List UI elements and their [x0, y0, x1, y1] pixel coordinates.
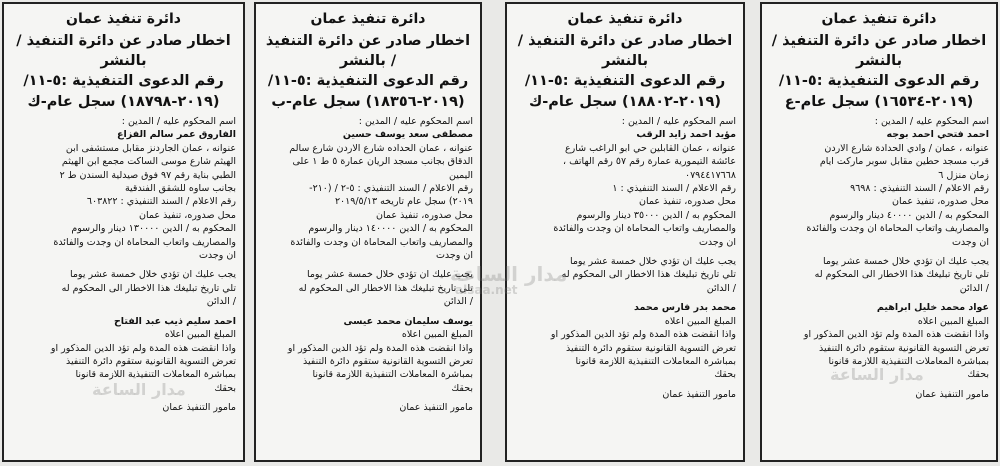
notice-card	[2, 2, 245, 462]
signature-line: مامور التنفيذ عمان	[662, 388, 736, 400]
notice-body	[514, 115, 736, 401]
department-title: دائرة تنفيذ عمان	[310, 11, 426, 27]
notice-line: بمباشرة المعاملات التنفيذية اللازمة قانونا	[575, 355, 736, 367]
notice-line: قرب مسجد حطين مقابل سوبر ماركت ايام	[819, 156, 989, 168]
watermark-url: alsaa.net	[455, 283, 518, 297]
notice-line: يجب عليك ان تؤدي خلال خمسة عشر يوما	[569, 256, 736, 268]
notice-line: احمد فتحي احمد بوجه	[886, 129, 989, 141]
notice-line: والمصاريف واتعاب المحاماة ان وجدت والفائدة	[553, 223, 736, 235]
department-title: دائرة تنفيذ عمان	[821, 11, 937, 27]
notice-line: ان وجدت	[698, 236, 736, 248]
department-title: دائرة تنفيذ عمان	[66, 11, 181, 27]
notice-line: يجب عليك ان تؤدي خلال خمسة عشر يوما	[306, 269, 473, 281]
notice-line: رقم الاعلام / السند التنفيذي : ٦٠٣٨٢٢	[86, 196, 236, 208]
department-title: دائرة تنفيذ عمان	[567, 11, 683, 27]
notice-line: واذا انقضت هذه المدة ولم تؤد الدين المذكور او	[550, 329, 736, 341]
watermark-text: مدار الساعة	[92, 380, 186, 399]
notice-line: واذا انقضت هذه المدة ولم تؤد الدين المذكور او	[803, 329, 989, 341]
notice-line: الدقاق بجانب مسجد الريان عمارة ٥ ط ١ على	[292, 156, 473, 168]
notice-line: ٢٠١٩) سجل عام تاريخه ٢٠١٩/٥/١٣	[334, 196, 473, 208]
notice-line: بحقك	[214, 382, 236, 394]
notice-line: / الدائن	[206, 296, 236, 308]
notice-line: واذا انقضت هذه المدة ولم تؤد الدين المذكور او	[50, 342, 236, 354]
notice-header	[769, 10, 989, 113]
notice-line: الهيثم شارع موسى الساكت مجمع ابن الهيثم	[61, 156, 236, 168]
notice-line: محل صدوره، تنفيذ عمان	[139, 209, 236, 221]
notice-line: عنوانه ، عمان الجاردنز مقابل مستشفى ابن	[65, 142, 236, 154]
notice-body	[11, 115, 236, 415]
notice-line: اسم المحكوم عليه / المدين :	[121, 116, 236, 127]
notice-line: يوسف سليمان محمد عيسى	[343, 315, 473, 327]
notice-line: رقم الاعلام / السند التنفيذي : ١	[612, 183, 736, 195]
notice-line: / الدائن	[443, 296, 473, 308]
notice-line: / الدائن	[706, 282, 736, 294]
notice-card	[254, 2, 482, 462]
notice-line: محل صدوره، تنفيذ عمان	[892, 196, 989, 208]
notice-line: بمباشرة المعاملات التنفيذية اللازمة قانونا	[75, 369, 236, 381]
notice-line: مصطفى سعد يوسف حسين	[342, 129, 473, 141]
notice-line: تلي تاريخ تبليغك هذا الاخطار الى المحكوم له	[814, 269, 989, 281]
notice-line: بحقك	[451, 382, 473, 394]
case-number-value: (٢٠١٩-١٨٨٠٢) سجل عام-ك	[528, 94, 721, 110]
signature-line: مامور التنفيذ عمان	[915, 388, 989, 400]
notice-line: تعرض التسوية القانونية ستقوم دائرة التنفيذ	[565, 342, 736, 354]
notice-line: اسم المحكوم عليه / المدين :	[621, 116, 736, 127]
notice-subtitle: اخطار صادر عن دائرة التنفيذ / بالنشر	[16, 33, 231, 69]
case-number-value: (٢٠١٩-١٨٣٥٦) سجل عام-ب	[271, 94, 465, 110]
notice-line: المحكوم به / الدين ١٣٠٠٠٠ دينار والرسوم	[71, 223, 236, 235]
notice-line: ان وجدت	[951, 236, 989, 248]
notice-line: المحكوم به / الدين ١٤٠٠٠٠ دينار والرسوم	[308, 223, 473, 235]
notice-line: محل صدوره، تنفيذ عمان	[376, 209, 473, 221]
notice-line: المبلغ المبين اعلاه	[917, 315, 989, 327]
watermark-text: مدار الساعة	[830, 365, 924, 384]
notice-line: محمد بدر فارس محمد	[634, 302, 736, 314]
case-number-value: (٢٠١٩-١٨٧٩٨) سجل عام-ك	[27, 94, 220, 110]
notice-line: رقم الاعلام / السند التنفيذي : ٩٦٩٨	[850, 183, 989, 195]
notice-line: المبلغ المبين اعلاه	[401, 329, 473, 341]
notice-line: اليمين	[449, 169, 473, 181]
notice-subtitle: اخطار صادر عن دائرة التنفيذ / بالنشر	[517, 33, 733, 69]
watermark-text: مدار الساعة	[450, 262, 568, 286]
notice-line: يجب عليك ان تؤدي خلال خمسة عشر يوما	[69, 269, 236, 281]
signature-line: مامور التنفيذ عمان	[399, 402, 473, 414]
notice-line: والمصاريف واتعاب المحاماة ان وجدت والفائدة	[290, 236, 473, 248]
notice-line: بحقك	[967, 369, 989, 381]
notice-line: واذا انقضت هذه المدة ولم تؤد الدين المذكور او	[287, 342, 473, 354]
notice-line: الفاروق عمر سالم الفزاع	[116, 129, 236, 141]
notice-line: المحكوم به / الدين ٣٥٠٠٠ دينار والرسوم	[576, 209, 736, 221]
notice-line: / الدائن	[959, 282, 989, 294]
notice-line: زمان منزل ٦	[938, 169, 989, 181]
notice-line: والمصاريف واتعاب المحاماة ان وجدت والفائدة	[806, 223, 989, 235]
notice-body	[263, 115, 473, 415]
notice-card	[760, 2, 998, 462]
notice-line: عنوانه ، عمان / وادي الحدادة شارع الاردن	[824, 142, 989, 154]
notice-line: اسم المحكوم عليه / المدين :	[874, 116, 989, 127]
signature-line: مامور التنفيذ عمان	[162, 402, 236, 414]
notice-line: تعرض التسوية القانونية ستقوم دائرة التنفيذ	[302, 355, 473, 367]
notice-line: ٠٧٩٤٤١٧٦٦٨	[684, 169, 736, 181]
notice-line: مؤيد احمد زايد الرقب	[636, 129, 736, 141]
notice-line: محل صدوره، تنفيذ عمان	[639, 196, 736, 208]
notice-line: عواد محمد خليل ابراهيم	[876, 302, 989, 314]
notice-line: ان وجدت	[435, 250, 473, 262]
notice-line: تعرض التسوية القانونية ستقوم دائرة التنفيذ	[818, 342, 989, 354]
notice-line: بجانب ساوه للشقق الفندقية	[124, 183, 236, 195]
notice-header	[514, 10, 736, 113]
notice-line: يجب عليك ان تؤدي خلال خمسة عشر يوما	[822, 256, 989, 268]
notice-line: بمباشرة المعاملات التنفيذية اللازمة قانونا	[828, 355, 989, 367]
notice-line: عائشة التيمورية عمارة رقم ٥٧ رقم الهاتف ،	[562, 156, 736, 168]
notice-line: احمد سليم ذيب عبد الفتاح	[113, 315, 236, 327]
case-number-label: رقم الدعوى التنفيذية :٥-١١/	[778, 73, 980, 89]
notice-line: تعرض التسوية القانونية ستقوم دائرة التنفيذ	[65, 355, 236, 367]
notice-subtitle: اخطار صادر عن دائرة التنفيذ / بالنشر	[771, 33, 987, 69]
notice-line: المحكوم به / الدين ٤٠٠٠٠ دينار والرسوم	[829, 209, 989, 221]
notice-line: المبلغ المبين اعلاه	[664, 315, 736, 327]
case-number-value: (٢٠١٩-١٦٥٣٤) سجل عام-ع	[784, 94, 974, 110]
case-number-label: رقم الدعوى التنفيذية :٥-١١/	[23, 73, 224, 89]
notice-line: تلي تاريخ تبليغك هذا الاخطار الى المحكوم له	[61, 282, 236, 294]
notice-subtitle: اخطار صادر عن دائرة التنفيذ / بالنشر	[265, 33, 471, 69]
notice-line: ان وجدت	[198, 250, 236, 262]
notice-body	[769, 115, 989, 401]
notice-line: تلي تاريخ تبليغك هذا الاخطار الى المحكوم له	[561, 269, 736, 281]
notice-card	[505, 2, 745, 462]
notice-line: بحقك	[714, 369, 736, 381]
case-number-label: رقم الدعوى التنفيذية :٥-١١/	[267, 73, 469, 89]
notice-line: المبلغ المبين اعلاه	[164, 329, 236, 341]
notice-line: عنوانه ، عمان الحداده شارع الاردن شارع سالم	[289, 142, 473, 154]
notice-line: اسم المحكوم عليه / المدين :	[358, 116, 473, 127]
notice-line: والمصاريف واتعاب المحاماة ان وجدت والفائدة	[53, 236, 236, 248]
notice-line: بمباشرة المعاملات التنفيذية اللازمة قانونا	[312, 369, 473, 381]
notice-line: تلي تاريخ تبليغك هذا الاخطار الى المحكوم له	[298, 282, 473, 294]
notice-line: رقم الاعلام / السند التنفيذي : ٥-٢ / (٢١٠-	[309, 183, 473, 195]
notice-header	[263, 10, 473, 113]
notice-line: الطبي بناية رقم ٩٧ فوق صيدلية السندن ط ٢	[59, 169, 236, 181]
notice-header	[11, 10, 236, 113]
notice-line: عنوانه ، عمان القابلين حي ابو الراغب شارع	[565, 142, 736, 154]
case-number-label: رقم الدعوى التنفيذية :٥-١١/	[524, 73, 726, 89]
